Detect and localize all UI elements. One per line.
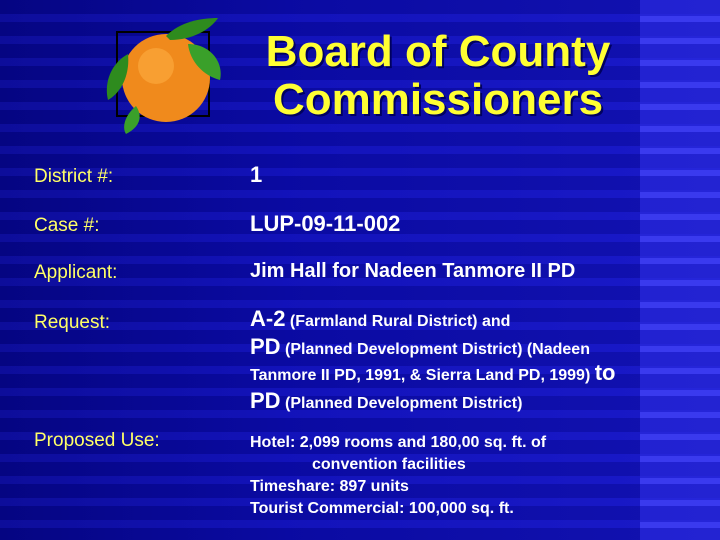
district-value: 1 — [250, 162, 263, 187]
request-zone-pd-desc: (Planned Development District) (Nadeen — [285, 341, 590, 358]
background-stripes-right — [640, 0, 720, 540]
request-line-3 — [250, 360, 616, 386]
applicant-label: Applicant: — [34, 262, 118, 283]
proposed-use-label: Proposed Use: — [34, 430, 160, 451]
request-to: to — [594, 360, 616, 385]
proposed-use-value — [250, 432, 546, 520]
applicant-value: Jim Hall for Nadeen Tanmore II PD — [250, 260, 576, 282]
request-zone-pd: PD — [250, 334, 281, 359]
request-zone-to: PD — [250, 388, 281, 413]
title-line-2: Commissioners — [272, 75, 604, 124]
district-label: District #: — [34, 166, 114, 187]
proposed-use-convention: convention facilities — [312, 456, 466, 473]
orange-icon — [100, 14, 226, 136]
request-zone-from: A-2 — [250, 306, 286, 331]
request-line-1 — [250, 306, 510, 332]
request-zone-from-desc: (Farmland Rural District) and — [289, 313, 511, 330]
request-zone-to-desc: (Planned Development District) — [285, 395, 523, 412]
proposed-use-timeshare: Timeshare: 897 units — [250, 478, 409, 495]
request-existing-pds: Tanmore II PD, 1991, & Sierra Land PD, 1999) — [250, 367, 591, 384]
proposed-use-commercial: Tourist Commercial: 100,000 sq. ft. — [250, 500, 514, 517]
request-line-4 — [250, 388, 522, 414]
request-line-2 — [250, 334, 590, 360]
proposed-use-hotel: Hotel: 2,099 rooms and 180,00 sq. ft. of — [250, 434, 547, 451]
case-label: Case #: — [34, 215, 100, 236]
case-value: LUP-09-11-002 — [250, 211, 401, 236]
title-line-1: Board of County — [265, 27, 611, 76]
request-label: Request: — [34, 312, 111, 333]
page-title — [238, 28, 638, 124]
